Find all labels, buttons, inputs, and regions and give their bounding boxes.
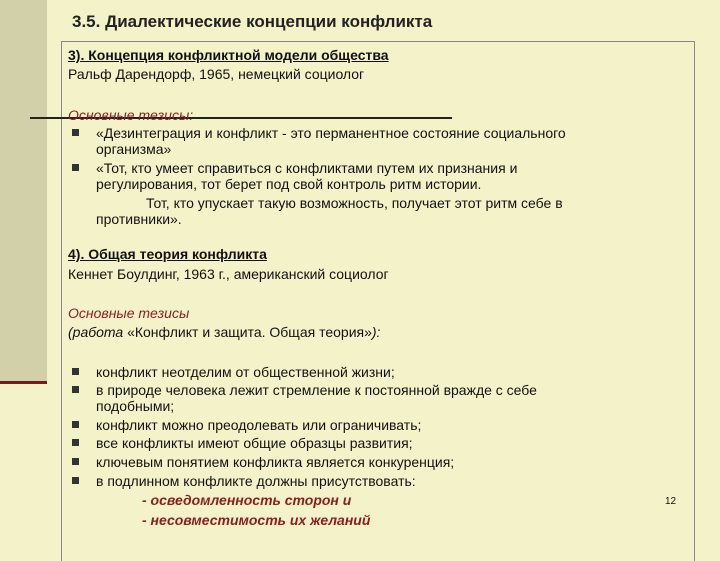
work-suffix: ): [371,324,381,340]
condition-2: - несовместимость их желаний [142,512,371,528]
section3-bullet-2-line1: «Тот, кто умеет справиться с конфликтами путем их признания и [96,160,518,176]
section4-work-reference [68,324,380,340]
section3-bullet-1-line2: организма» [96,141,172,157]
bullet-square-icon [72,439,79,446]
section3-theses-label: Основные тезисы: [68,107,194,123]
decorative-side-rule [0,381,47,384]
section4-author: Кеннет Боулдинг, 1963 г., американский социолог [68,266,389,282]
bullet-square-icon [72,458,79,465]
bullet-square-icon [72,164,79,171]
bullet-square-icon [72,421,79,428]
work-title: «Конфликт и защита. Общая теория» [127,324,372,340]
page-number: 12 [665,496,677,507]
section3-bullet-2-line2: регулирования, тот берет под свой контроль ритм истории. [96,176,482,192]
section4-theses-label: Основные тезисы [68,305,190,321]
section4-bullet-2: в природе человека лежит стремление к постоянной вражде с себе [96,382,537,398]
section3-author: Ральф Дарендорф, 1965, немецкий социолог [68,66,365,82]
section4-bullet-1: конфликт неотделим от общественной жизни; [96,364,395,380]
slide-title: 3.5. Диалектические концепции конфликта [72,12,433,31]
section3-continuation-line1: Тот, кто упускает такую возможность, получает этот ритм себе в [146,195,563,211]
section3-continuation-line2: противники». [96,211,182,227]
bullet-square-icon [72,477,79,484]
work-prefix: (работа [68,324,128,340]
section4-bullet-2-line2: подобными; [96,398,175,414]
section4-bullet-3: конфликт можно преодолевать или ограничивать; [96,417,422,433]
section4-heading: 4). Общая теория конфликта [68,246,267,262]
section4-bullet-5: ключевым понятием конфликта является конкуренция; [96,454,455,470]
section4-bullet-4: все конфликты имеют общие образцы развития; [96,435,413,451]
decorative-side-bar [0,0,47,384]
bullet-square-icon [72,386,79,393]
bullet-square-icon [72,129,79,136]
condition-1: - осведомленность сторон и [142,492,352,508]
section3-bullet-1-line1: «Дезинтеграция и конфликт - это перманентное состояние социального [96,125,566,141]
section3-heading: 3). Концепция конфликтной модели общества [68,47,389,63]
section4-bullet-6: в подлинном конфликте должны присутствовать: [96,473,416,489]
bullet-square-icon [72,368,79,375]
